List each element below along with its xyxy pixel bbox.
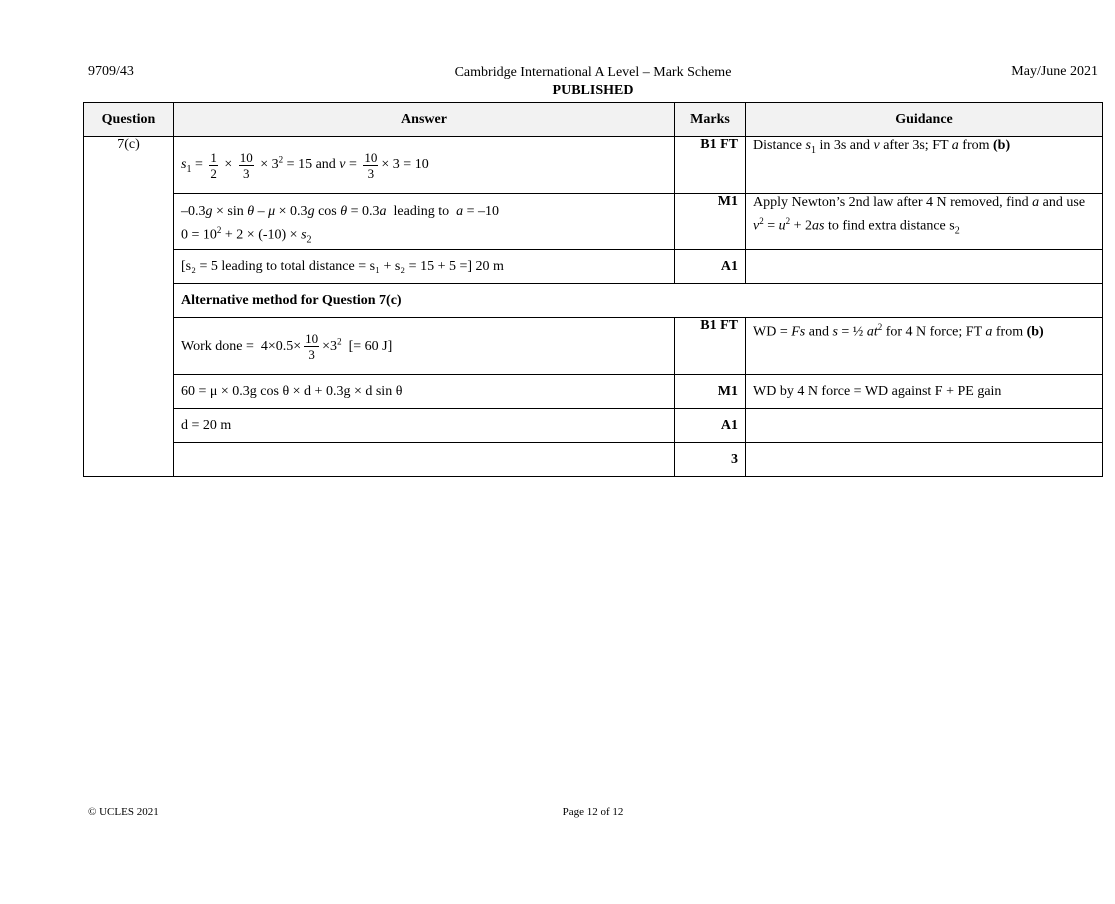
title-text: Cambridge International A Level – Mark Scheme bbox=[454, 65, 732, 80]
header-answer: Answer bbox=[174, 103, 675, 137]
table-header-row bbox=[84, 103, 1103, 137]
table-row bbox=[84, 443, 1103, 477]
guidance-cell: Apply Newton’s 2nd law after 4 N removed, find a and use $v^2 = u^2 + 2as$ to find extra distance $s_2$ bbox=[746, 194, 1103, 250]
marks-cell: A1 bbox=[675, 250, 746, 284]
paper-code: 9709/43 bbox=[88, 64, 134, 79]
equation-suvat: $0 = 10^2 + 2 \times (-10) \times s_2$ bbox=[181, 225, 312, 246]
answer-cell: [s₂ = 5 leading to total distance = s₁ + s₂ = 15 + 5 =] 20 m bbox=[174, 250, 675, 284]
answer-cell bbox=[174, 137, 675, 194]
table-row bbox=[84, 284, 1103, 318]
total-marks: 3 bbox=[675, 443, 746, 477]
equation-newton: –0.3g × sin θ – μ × 0.3g cos θ = 0.3a leading to a = –10 bbox=[181, 204, 500, 219]
table-row bbox=[84, 250, 1103, 284]
question-number: 7(c) bbox=[84, 137, 174, 477]
answer-cell: d = 20 m bbox=[174, 409, 675, 443]
table-row bbox=[84, 375, 1103, 409]
header-guidance: Guidance bbox=[746, 103, 1103, 137]
guidance-cell bbox=[746, 409, 1103, 443]
guidance-cell: WD = Fs and s = ½ $at^2$ for 4 N force; FT a from (b) bbox=[746, 318, 1103, 375]
answer-cell bbox=[174, 318, 675, 375]
table-row bbox=[84, 194, 1103, 250]
header-question: Question bbox=[84, 103, 174, 137]
marks-cell: B1 FT bbox=[675, 318, 746, 375]
published-label: PUBLISHED bbox=[552, 83, 634, 98]
copyright: © UCLES 2021 bbox=[88, 806, 159, 818]
answer-cell bbox=[174, 194, 675, 250]
page-number: Page 12 of 12 bbox=[562, 806, 624, 818]
exam-session: May/June 2021 bbox=[1011, 64, 1098, 79]
table-row bbox=[84, 137, 1103, 194]
table-row bbox=[84, 409, 1103, 443]
guidance-cell bbox=[746, 443, 1103, 477]
alternative-method-heading: Alternative method for Question 7(c) bbox=[174, 284, 1103, 318]
marks-cell: B1 FT bbox=[675, 137, 746, 194]
marks-cell: A1 bbox=[675, 409, 746, 443]
document-title bbox=[0, 64, 1115, 100]
header-marks: Marks bbox=[675, 103, 746, 137]
equation-s1: $s_1$ = $\frac{1}{2}$ × $\frac{10}{3}$ × $3^2 = 15$ and v = $\frac{10}{3}$ × 3 = 10 bbox=[181, 149, 429, 181]
mark-scheme-table bbox=[83, 102, 1103, 477]
guidance-cell bbox=[746, 250, 1103, 284]
marks-cell: M1 bbox=[675, 375, 746, 409]
guidance-cell: Distance $s_1$ in 3s and v after 3s; FT a from (b) bbox=[746, 137, 1103, 194]
guidance-cell: WD by 4 N force = WD against F + PE gain bbox=[746, 375, 1103, 409]
table-row bbox=[84, 318, 1103, 375]
answer-cell: 60 = μ × 0.3g cos θ × d + 0.3g × d sin θ bbox=[174, 375, 675, 409]
equation-work-done: Work done = 4×0.5× $\frac{10}{3}$ $\times 3^2$ [= 60 J] bbox=[181, 330, 393, 362]
marks-cell: M1 bbox=[675, 194, 746, 250]
answer-cell bbox=[174, 443, 675, 477]
